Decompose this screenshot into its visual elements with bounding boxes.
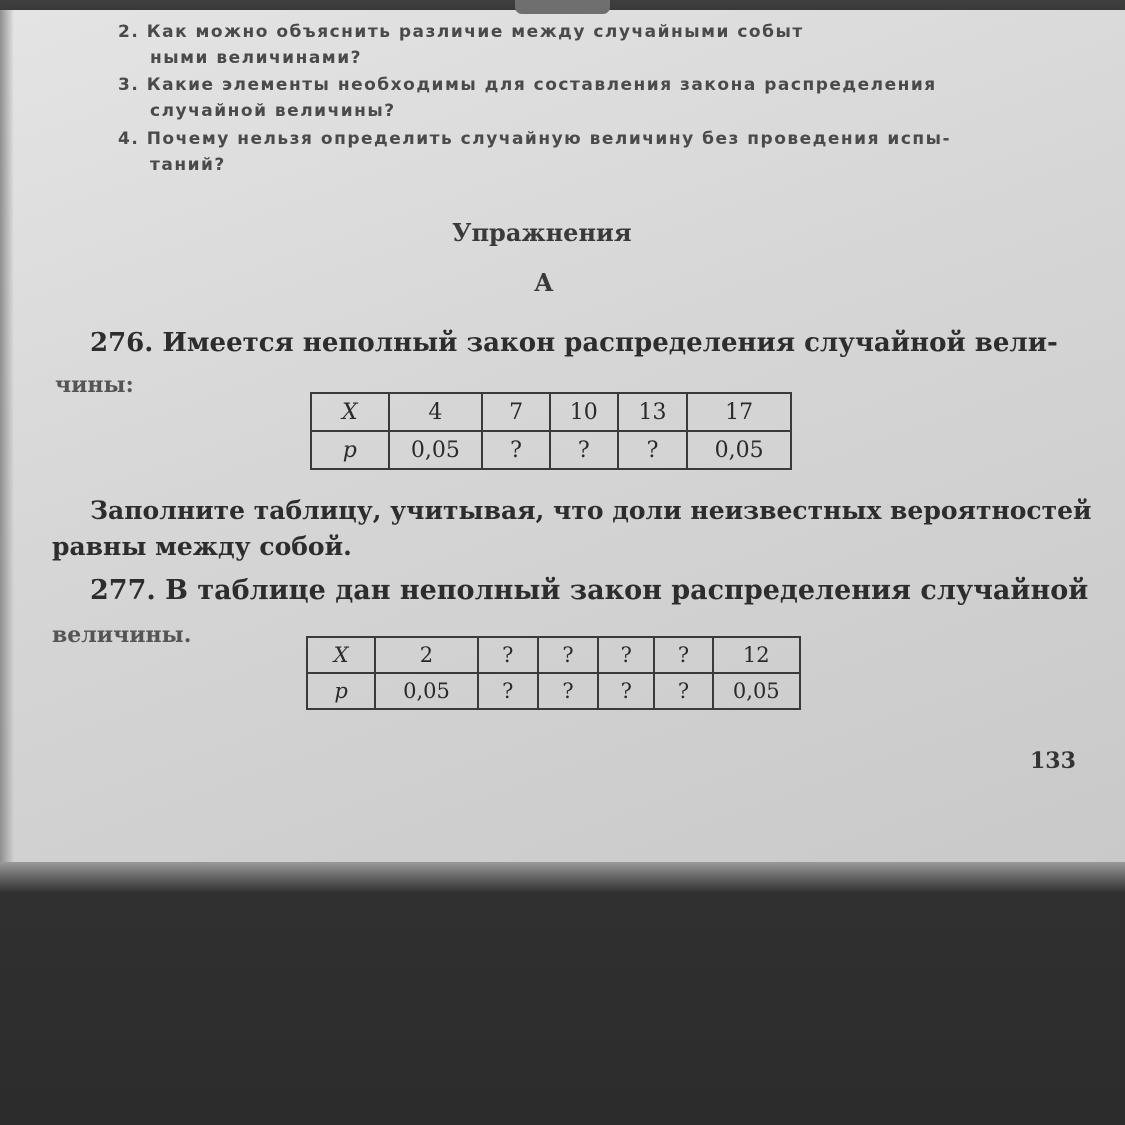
- table-cell: ?: [618, 431, 688, 469]
- table-cell: 13: [618, 393, 688, 431]
- table-cell: ?: [550, 431, 618, 469]
- exercise-277-line-1: 277. В таблице дан неполный закон распределения случайной: [90, 575, 1089, 606]
- question-2-line-1: 2. Как можно объяснить различие между случайными событ: [118, 22, 804, 42]
- table-cell: ?: [538, 673, 598, 709]
- table-cell: 2: [375, 637, 477, 673]
- section-title: Упражнения: [452, 218, 632, 247]
- table-cell: ?: [654, 673, 712, 709]
- table-cell: 7: [482, 393, 550, 431]
- device-notch: [515, 0, 610, 14]
- exercise-276-instruction-line-2: равны между собой.: [52, 532, 352, 561]
- question-3-line-1: 3. Какие элементы необходимы для составления закона распределения: [118, 75, 937, 95]
- question-4-line-2: таний?: [150, 155, 226, 175]
- exercise-276-line-1: 276. Имеется неполный закон распределения случайной вели-: [90, 328, 1058, 358]
- table-cell: p: [307, 673, 375, 709]
- table-cell: ?: [478, 637, 538, 673]
- table-cell: 0,05: [687, 431, 791, 469]
- table-cell: 0,05: [713, 673, 800, 709]
- table-cell: 0,05: [375, 673, 477, 709]
- question-4-line-1: 4. Почему нельзя определить случайную величину без проведения испы-: [118, 129, 952, 149]
- question-3-line-2: случайной величины?: [150, 101, 396, 121]
- question-2-line-2: ными величинами?: [150, 48, 362, 68]
- page-shadow: [0, 10, 14, 865]
- table-row-x: [307, 637, 800, 673]
- table-cell: ?: [478, 673, 538, 709]
- table-cell: ?: [482, 431, 550, 469]
- table-cell: X: [307, 637, 375, 673]
- exercise-277-line-2: величины.: [52, 622, 192, 648]
- table-cell: ?: [598, 637, 654, 673]
- exercise-276-instruction-line-1: Заполните таблицу, учитывая, что доли неизвестных вероятностей: [90, 496, 1092, 525]
- table-row-p: [311, 431, 791, 469]
- table-cell: ?: [538, 637, 598, 673]
- table-cell: 10: [550, 393, 618, 431]
- table-cell: 12: [713, 637, 800, 673]
- page-number: 133: [1030, 748, 1076, 774]
- page-edge: [0, 862, 1125, 892]
- table-cell: 0,05: [389, 431, 483, 469]
- table-cell: 17: [687, 393, 791, 431]
- table-cell: p: [311, 431, 389, 469]
- table-cell: ?: [654, 637, 712, 673]
- table-cell: X: [311, 393, 389, 431]
- distribution-table-277: [306, 636, 801, 710]
- exercise-276-line-2: чины:: [55, 372, 134, 398]
- table-cell: 4: [389, 393, 483, 431]
- table-row-p: [307, 673, 800, 709]
- section-level: А: [534, 268, 554, 297]
- table-cell: ?: [598, 673, 654, 709]
- table-row-x: [311, 393, 791, 431]
- distribution-table-276: [310, 392, 792, 470]
